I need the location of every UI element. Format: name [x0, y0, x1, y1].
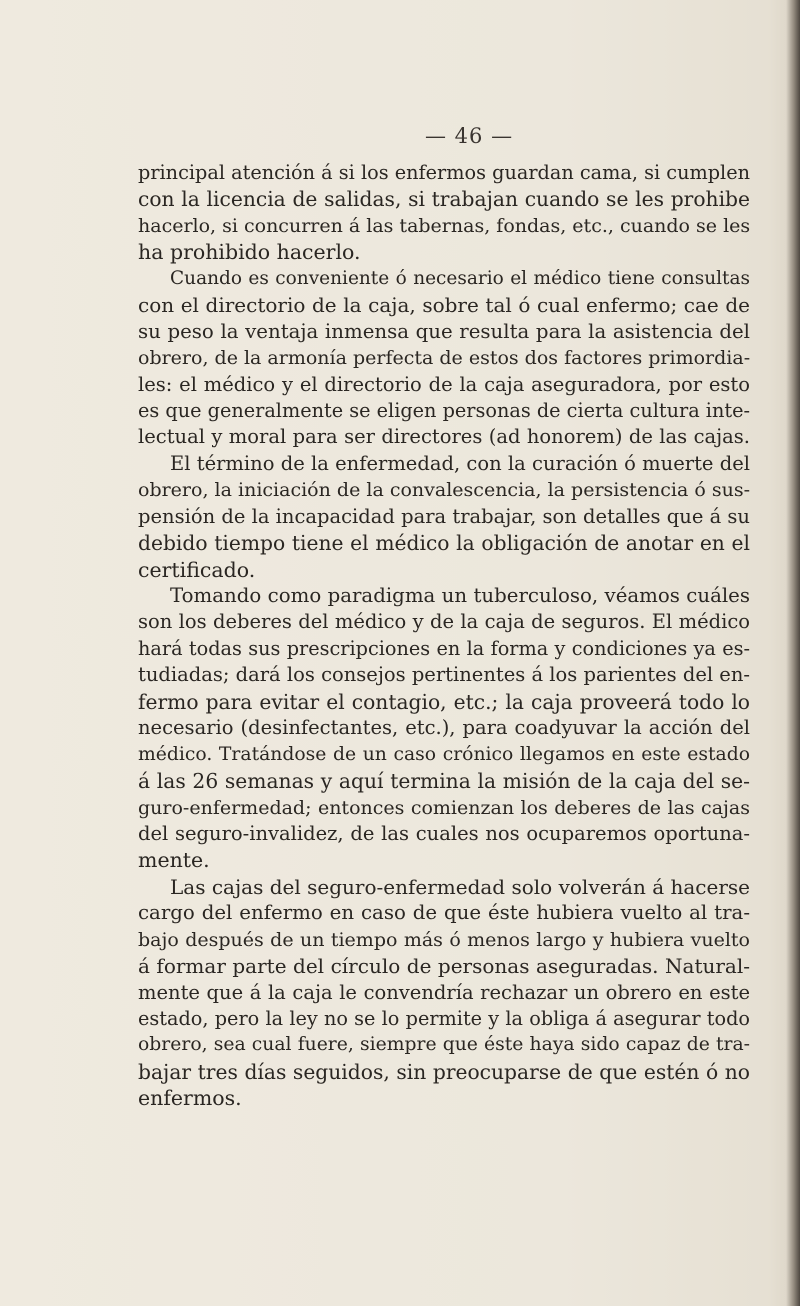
text-line: obrero, sea cual fuere, siempre que éste haya sido capaz de tra-: [138, 1034, 750, 1056]
text-line: obrero, la iniciación de la convalescencia, la persistencia ó sus-: [138, 479, 750, 502]
text-line: debido tiempo tiene el médico la obligación de anotar en el: [138, 531, 750, 556]
text-line: con el directorio de la caja, sobre tal ó cual enfermo; cae de: [138, 293, 750, 318]
text-line: fermo para evitar el contagio, etc.; la caja proveerá todo lo: [138, 689, 750, 714]
text-line: certificado.: [138, 557, 256, 582]
text-line: á formar parte del círculo de personas aseguradas. Natural-: [138, 954, 750, 979]
text-line: del seguro-invalidez, de las cuales nos ocuparemos oportuna-: [138, 821, 750, 845]
text-line: pensión de la incapacidad para trabajar, son detalles que á su: [138, 504, 750, 528]
text-line: lectual y moral para ser directores (ad honorem) de las cajas.: [138, 425, 750, 449]
text-line: mente.: [138, 848, 210, 873]
text-line: hacerlo, si concurren á las tabernas, fondas, etc., cuando se les: [138, 214, 750, 237]
text-line: son los deberes del médico y de la caja de seguros. El médico: [138, 610, 750, 634]
page-number: — 46 —: [425, 124, 514, 148]
text-line: guro-enfermedad; entonces comienzan los deberes de las cajas: [138, 796, 750, 819]
page-edge-shadow: [786, 0, 800, 1306]
text-line: médico. Tratándose de un caso crónico llegamos en este estado: [138, 743, 750, 765]
text-line: con la licencia de salidas, si trabajan cuando se les prohibe: [138, 187, 750, 212]
text-line: cargo del enfermo en caso de que éste hubiera vuelto al tra-: [138, 901, 750, 925]
text-line: á las 26 semanas y aquí termina la misión de la caja del se-: [138, 769, 750, 794]
text-line: ha prohibido hacerlo.: [138, 240, 361, 265]
text-line: obrero, de la armonía perfecta de estos dos factores primordia-: [138, 347, 750, 370]
text-line: principal atención á si los enfermos guardan cama, si cumplen: [138, 161, 750, 184]
text-line: es que generalmente se eligen personas de cierta cultura inte-: [138, 398, 750, 422]
text-line: les: el médico y el directorio de la caja aseguradora, por esto: [138, 372, 750, 396]
text-line: Cuando es conveniente ó necesario el médico tiene consultas: [170, 267, 750, 289]
text-line: su peso la ventaja inmensa que resulta para la asistencia del: [138, 319, 750, 343]
text-line: Las cajas del seguro-enfermedad solo volverán á hacerse: [170, 874, 750, 899]
text-line: hará todas sus prescripciones en la forma y condiciones ya es-: [138, 636, 750, 660]
text-line: Tomando como paradigma un tuberculoso, véamos cuáles: [170, 584, 750, 607]
text-line: necesario (desinfectantes, etc.), para coadyuvar la acción del: [138, 716, 750, 740]
text-line: bajo después de un tiempo más ó menos largo y hubiera vuelto: [138, 928, 750, 951]
text-line: bajar tres días seguidos, sin preocuparse de que estén ó no: [138, 1059, 750, 1084]
text-line: enfermos.: [138, 1086, 242, 1111]
text-line: mente que á la caja le convendría rechazar un obrero en este: [138, 980, 750, 1004]
text-line: estado, pero la ley no se lo permite y la obliga á asegurar todo: [138, 1007, 750, 1030]
text-line: El término de la enfermedad, con la curación ó muerte del: [170, 451, 750, 475]
text-line: tudiadas; dará los consejos pertinentes á los parientes del en-: [138, 663, 750, 687]
body-text: [138, 160, 750, 1112]
